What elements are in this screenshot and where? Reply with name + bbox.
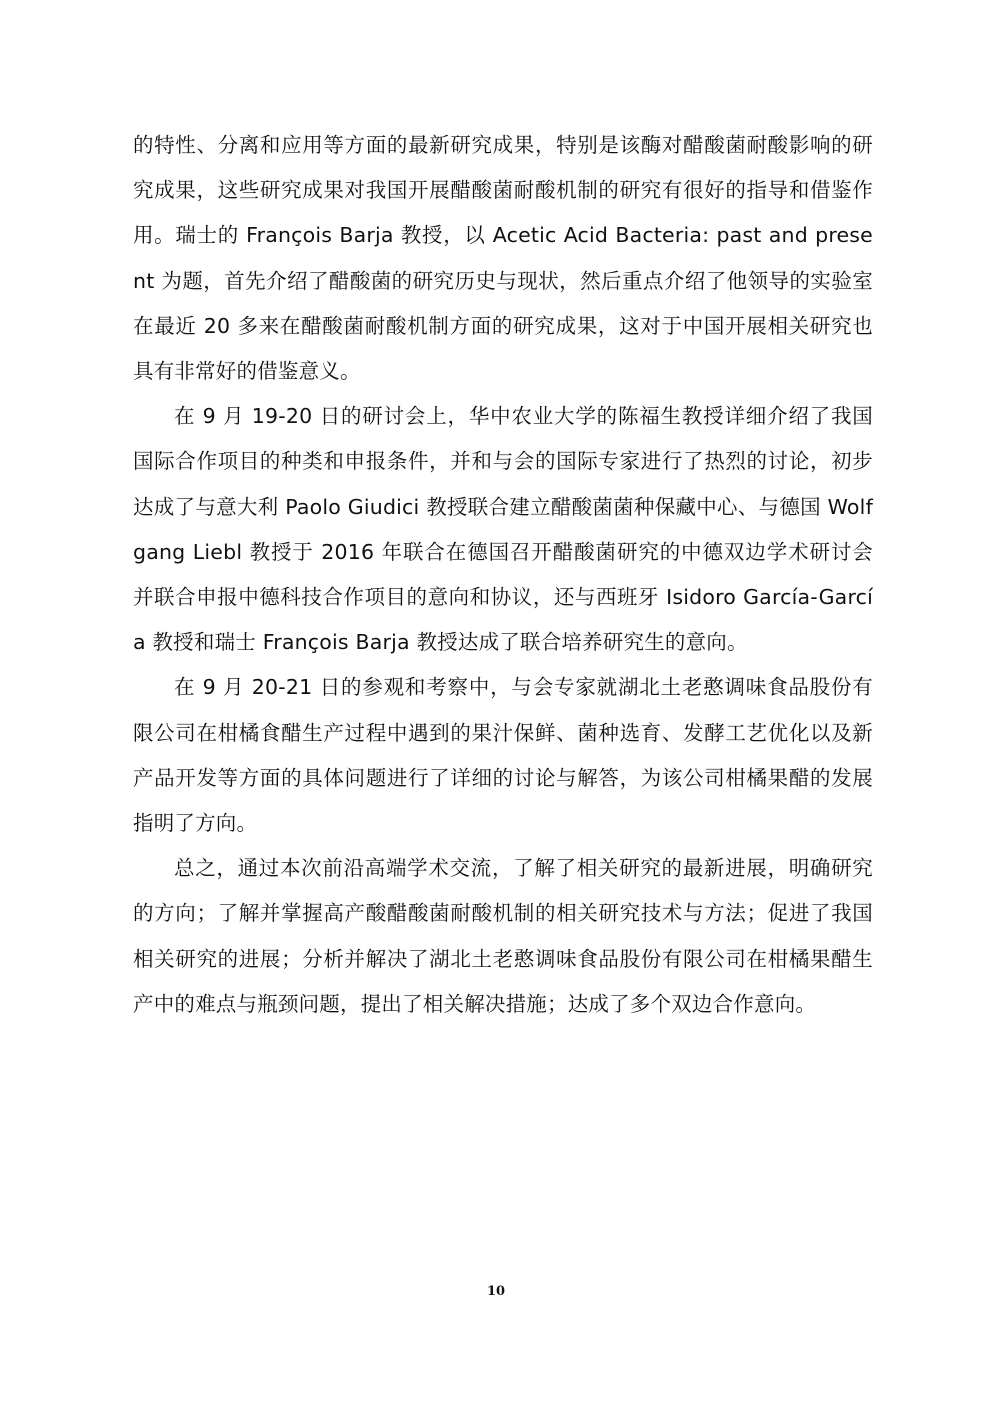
page-number: 10 [486, 1284, 506, 1299]
body-text [133, 123, 873, 1027]
paragraph-1: 的特性、分离和应用等方面的最新研究成果，特别是该酶对醋酸菌耐酸影响的研究成果，这些研究成果对我国开展醋酸菌耐酸机制的研究有很好的指导和借鉴作用。瑞士的 François Barja 教授，以 Acetic Acid Bacteria: past and present 为题，首先介绍了醋酸菌的研究历史与现状，然后重点介绍了他领导的实验室在最近 20 多来在醋酸菌耐酸机制方面的研究成果，这对于中国开展相关研究也具有非常好的借鉴意义。 [133, 133, 873, 384]
paragraph-2: 在 9 月 19-20 日的研讨会上，华中农业大学的陈福生教授详细介绍了我国国际合作项目的种类和申报条件，并和与会的国际专家进行了热烈的讨论，初步达成了与意大利 Paolo Giudici 教授联合建立醋酸菌菌种保藏中心、与德国 Wolfgang Liebl 教授于 2016 年联合在德国召开醋酸菌研究的中德双边学术研讨会并联合申报中德科技合作项目的意向和协议，还与西班牙 Isidoro García-García 教授和瑞士 François Barja 教授达成了联合培养研究生的意向。 [133, 404, 873, 655]
paragraph-4: 总之，通过本次前沿高端学术交流，了解了相关研究的最新进展，明确研究的方向；了解并掌握高产酸醋酸菌耐酸机制的相关研究技术与方法；促进了我国相关研究的进展；分析并解决了湖北土老憨调味食品股份有限公司在柑橘果醋生产中的难点与瓶颈问题，提出了相关解决措施；达成了多个双边合作意向。 [133, 856, 873, 1016]
paragraph-3: 在 9 月 20-21 日的参观和考察中，与会专家就湖北土老憨调味食品股份有限公司在柑橘食醋生产过程中遇到的果汁保鲜、菌种选育、发酵工艺优化以及新产品开发等方面的具体问题进行了详细的讨论与解答，为该公司柑橘果醋的发展指明了方向。 [133, 675, 873, 836]
